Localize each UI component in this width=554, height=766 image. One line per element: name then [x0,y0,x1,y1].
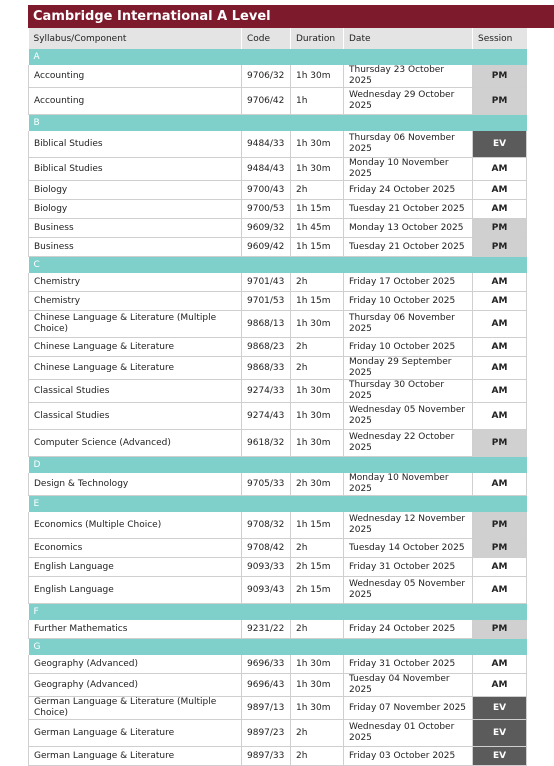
date-cell: Monday 29 September 2025 [344,357,473,380]
header-code: Code [242,28,291,49]
syllabus-cell: Economics [29,539,242,558]
syllabus-cell: Chinese Language & Literature [29,338,242,357]
table-row [29,380,527,403]
duration-cell: 1h 30m [291,697,344,720]
duration-cell: 1h 30m [291,158,344,181]
header-syllabus: Syllabus/Component [29,28,242,49]
table-row [29,620,527,639]
code-cell: 9274/33 [242,380,291,403]
syllabus-cell: Geography (Advanced) [29,655,242,674]
date-cell: Wednesday 05 November 2025 [344,577,473,604]
date-cell: Friday 03 October 2025 [344,747,473,766]
session-cell: AM [473,558,527,577]
section-letter: F [29,604,527,621]
date-cell: Tuesday 21 October 2025 [344,200,473,219]
duration-cell: 1h [291,88,344,115]
date-cell: Tuesday 21 October 2025 [344,238,473,257]
date-cell: Friday 31 October 2025 [344,558,473,577]
syllabus-cell: German Language & Literature (Multiple Choice) [29,697,242,720]
duration-cell: 2h 15m [291,577,344,604]
syllabus-cell: Chinese Language & Literature [29,357,242,380]
table-row [29,65,527,88]
code-cell: 9093/43 [242,577,291,604]
table-row [29,473,527,496]
session-cell: PM [473,238,527,257]
duration-cell: 1h 30m [291,403,344,430]
syllabus-cell: Accounting [29,65,242,88]
code-cell: 9609/32 [242,219,291,238]
code-cell: 9706/42 [242,88,291,115]
duration-cell: 1h 15m [291,512,344,539]
code-cell: 9868/13 [242,311,291,338]
section-letter-row [29,257,527,274]
syllabus-cell: Geography (Advanced) [29,674,242,697]
table-row [29,181,527,200]
code-cell: 9897/23 [242,720,291,747]
session-cell: AM [473,655,527,674]
table-row [29,219,527,238]
session-cell: PM [473,65,527,88]
syllabus-cell: Biology [29,181,242,200]
header-duration: Duration [291,28,344,49]
code-cell: 9609/42 [242,238,291,257]
date-cell: Monday 13 October 2025 [344,219,473,238]
syllabus-cell: Design & Technology [29,473,242,496]
syllabus-cell: Chemistry [29,273,242,292]
code-cell: 9618/32 [242,430,291,457]
table-body [29,49,527,766]
code-cell: 9868/23 [242,338,291,357]
syllabus-cell: Computer Science (Advanced) [29,430,242,457]
table-row [29,512,527,539]
code-cell: 9897/33 [242,747,291,766]
duration-cell: 2h [291,720,344,747]
date-cell: Thursday 30 October 2025 [344,380,473,403]
session-cell: EV [473,747,527,766]
syllabus-cell: Further Mathematics [29,620,242,639]
duration-cell: 1h 45m [291,219,344,238]
date-cell: Tuesday 14 October 2025 [344,539,473,558]
syllabus-cell: Business [29,219,242,238]
date-cell: Friday 24 October 2025 [344,620,473,639]
duration-cell: 1h 30m [291,674,344,697]
section-letter-row [29,604,527,621]
session-cell: AM [473,273,527,292]
section-letter: D [29,457,527,474]
syllabus-cell: English Language [29,558,242,577]
code-cell: 9708/42 [242,539,291,558]
code-cell: 9706/32 [242,65,291,88]
session-cell: AM [473,338,527,357]
date-cell: Monday 10 November 2025 [344,158,473,181]
syllabus-cell: German Language & Literature [29,720,242,747]
table-row [29,131,527,158]
date-cell: Wednesday 29 October 2025 [344,88,473,115]
date-cell: Monday 10 November 2025 [344,473,473,496]
session-cell: AM [473,380,527,403]
section-letter: G [29,639,527,656]
session-cell: AM [473,403,527,430]
table-row [29,403,527,430]
table-row [29,674,527,697]
section-letter-row [29,115,527,132]
session-cell: PM [473,539,527,558]
duration-cell: 2h [291,539,344,558]
session-cell: AM [473,674,527,697]
table-row [29,655,527,674]
duration-cell: 1h 30m [291,131,344,158]
duration-cell: 1h 15m [291,292,344,311]
code-cell: 9696/33 [242,655,291,674]
session-cell: PM [473,512,527,539]
syllabus-cell: Business [29,238,242,257]
date-cell: Thursday 23 October 2025 [344,65,473,88]
syllabus-cell: Classical Studies [29,403,242,430]
timetable-table [28,28,527,766]
session-cell: EV [473,131,527,158]
duration-cell: 2h 30m [291,473,344,496]
session-cell: AM [473,292,527,311]
date-cell: Friday 07 November 2025 [344,697,473,720]
table-row [29,273,527,292]
table-row [29,720,527,747]
session-cell: AM [473,158,527,181]
code-cell: 9701/53 [242,292,291,311]
session-cell: EV [473,697,527,720]
duration-cell: 2h [291,747,344,766]
date-cell: Wednesday 22 October 2025 [344,430,473,457]
table-header-row [29,28,527,49]
code-cell: 9708/32 [242,512,291,539]
table-row [29,158,527,181]
session-cell: AM [473,357,527,380]
duration-cell: 2h [291,273,344,292]
code-cell: 9700/53 [242,200,291,219]
date-cell: Friday 31 October 2025 [344,655,473,674]
duration-cell: 1h 15m [291,238,344,257]
date-cell: Friday 24 October 2025 [344,181,473,200]
header-date: Date [344,28,473,49]
syllabus-cell: Biblical Studies [29,158,242,181]
duration-cell: 1h 30m [291,655,344,674]
session-cell: AM [473,311,527,338]
code-cell: 9093/33 [242,558,291,577]
table-row [29,88,527,115]
table-row [29,747,527,766]
section-letter: C [29,257,527,274]
code-cell: 9705/33 [242,473,291,496]
duration-cell: 2h [291,338,344,357]
duration-cell: 1h 15m [291,200,344,219]
session-cell: PM [473,88,527,115]
duration-cell: 2h [291,620,344,639]
syllabus-cell: Chinese Language & Literature (Multiple Choice) [29,311,242,338]
header-session: Session [473,28,527,49]
duration-cell: 1h 30m [291,311,344,338]
code-cell: 9701/43 [242,273,291,292]
table-row [29,292,527,311]
duration-cell: 2h [291,181,344,200]
syllabus-cell: Classical Studies [29,380,242,403]
section-letter-row [29,496,527,513]
syllabus-cell: Chemistry [29,292,242,311]
syllabus-cell: Economics (Multiple Choice) [29,512,242,539]
timetable [28,5,526,766]
syllabus-cell: Accounting [29,88,242,115]
duration-cell: 1h 30m [291,430,344,457]
section-letter: B [29,115,527,132]
table-row [29,539,527,558]
code-cell: 9484/43 [242,158,291,181]
section-letter: A [29,49,527,65]
section-letter-row [29,639,527,656]
table-row [29,311,527,338]
session-cell: PM [473,219,527,238]
section-letter-row [29,49,527,65]
table-row [29,430,527,457]
duration-cell: 1h 30m [291,65,344,88]
duration-cell: 2h [291,357,344,380]
session-cell: AM [473,200,527,219]
page-title: Cambridge International A Level [28,5,554,28]
date-cell: Tuesday 04 November 2025 [344,674,473,697]
duration-cell: 1h 30m [291,380,344,403]
table-row [29,238,527,257]
session-cell: PM [473,430,527,457]
date-cell: Friday 10 October 2025 [344,338,473,357]
code-cell: 9484/33 [242,131,291,158]
code-cell: 9700/43 [242,181,291,200]
syllabus-cell: Biology [29,200,242,219]
date-cell: Thursday 06 November 2025 [344,131,473,158]
date-cell: Wednesday 01 October 2025 [344,720,473,747]
session-cell: EV [473,720,527,747]
table-row [29,697,527,720]
date-cell: Wednesday 12 November 2025 [344,512,473,539]
table-row [29,338,527,357]
duration-cell: 2h 15m [291,558,344,577]
table-row [29,577,527,604]
code-cell: 9696/43 [242,674,291,697]
syllabus-cell: English Language [29,577,242,604]
table-row [29,200,527,219]
date-cell: Thursday 06 November 2025 [344,311,473,338]
session-cell: AM [473,181,527,200]
table-row [29,558,527,577]
session-cell: PM [473,620,527,639]
syllabus-cell: Biblical Studies [29,131,242,158]
code-cell: 9897/13 [242,697,291,720]
section-letter: E [29,496,527,513]
code-cell: 9274/43 [242,403,291,430]
table-row [29,357,527,380]
date-cell: Wednesday 05 November 2025 [344,403,473,430]
session-cell: AM [473,473,527,496]
date-cell: Friday 10 October 2025 [344,292,473,311]
date-cell: Friday 17 October 2025 [344,273,473,292]
syllabus-cell: German Language & Literature [29,747,242,766]
code-cell: 9868/33 [242,357,291,380]
session-cell: AM [473,577,527,604]
section-letter-row [29,457,527,474]
code-cell: 9231/22 [242,620,291,639]
